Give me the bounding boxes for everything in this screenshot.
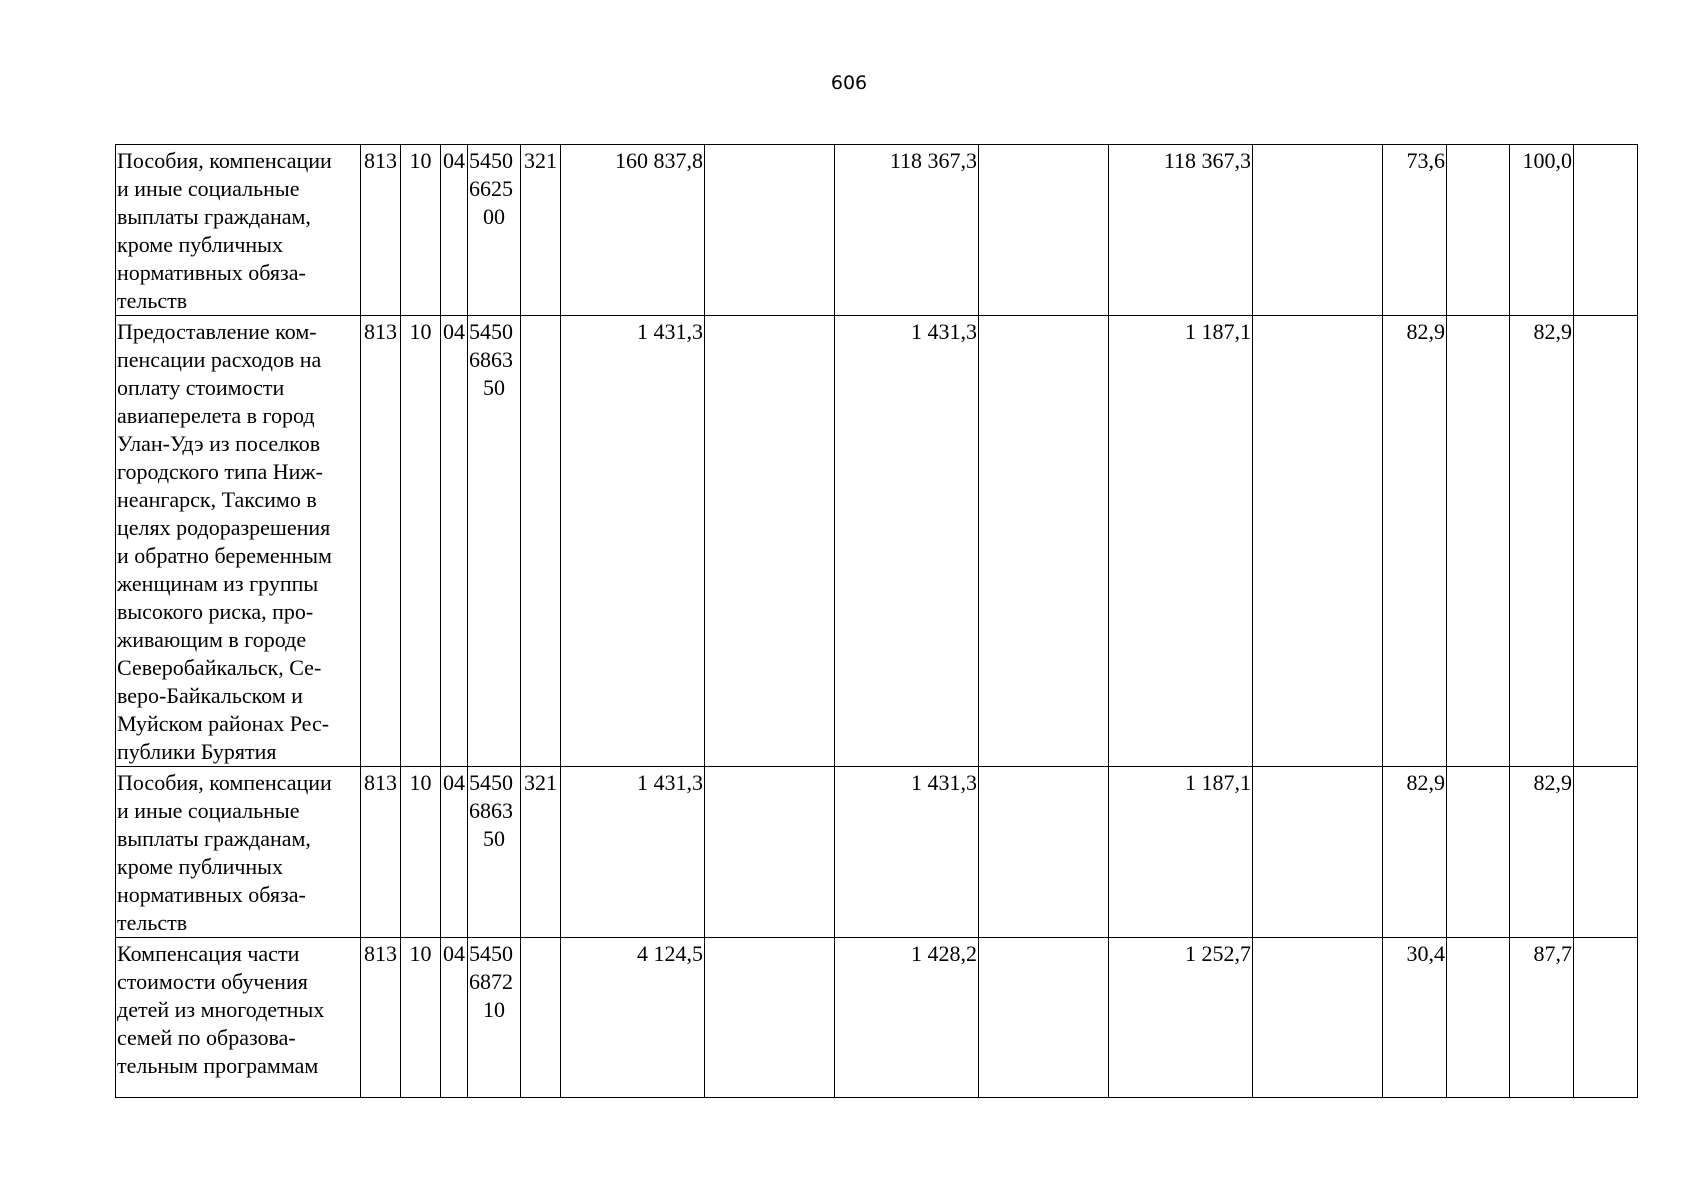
- ministry-code: 813: [361, 316, 401, 767]
- subsection-code: 04: [441, 145, 468, 316]
- section-code: 10: [401, 316, 441, 767]
- refined-amount: 1 431,3: [835, 767, 979, 938]
- percent-of-approved: 73,6: [1383, 145, 1447, 316]
- blank-cell: [1253, 767, 1383, 938]
- table-body: [116, 145, 1638, 1098]
- subsection-code: 04: [441, 316, 468, 767]
- budget-table: [115, 144, 1638, 1098]
- executed-amount: 1 252,7: [1109, 938, 1253, 1098]
- approved-amount: 1 431,3: [561, 767, 705, 938]
- expense-type-code: 321: [521, 145, 561, 316]
- blank-cell: [1447, 316, 1510, 767]
- blank-cell: [705, 767, 835, 938]
- blank-cell: [1574, 938, 1638, 1098]
- target-article-code: 5450 6863 50: [468, 316, 521, 767]
- blank-cell: [979, 767, 1109, 938]
- subsection-code: 04: [441, 938, 468, 1098]
- executed-amount: 1 187,1: [1109, 767, 1253, 938]
- section-code: 10: [401, 145, 441, 316]
- executed-amount: 1 187,1: [1109, 316, 1253, 767]
- blank-cell: [979, 316, 1109, 767]
- row-name: Пособия, компенсации и иные социальные выплаты гражданам, кроме публичных нормативных обяза- тельств: [116, 767, 361, 938]
- table-row: [116, 767, 1638, 938]
- expense-type-code: [521, 938, 561, 1098]
- percent-of-approved: 82,9: [1383, 767, 1447, 938]
- blank-cell: [1253, 145, 1383, 316]
- blank-cell: [979, 938, 1109, 1098]
- table-row: [116, 938, 1638, 1098]
- subsection-code: 04: [441, 767, 468, 938]
- ministry-code: 813: [361, 767, 401, 938]
- ministry-code: 813: [361, 938, 401, 1098]
- table-row: [116, 316, 1638, 767]
- refined-amount: 1 431,3: [835, 316, 979, 767]
- blank-cell: [1253, 938, 1383, 1098]
- expense-type-code: 321: [521, 767, 561, 938]
- page-number: 606: [830, 72, 868, 94]
- blank-cell: [705, 316, 835, 767]
- percent-of-refined: 87,7: [1510, 938, 1574, 1098]
- blank-cell: [1253, 316, 1383, 767]
- section-code: 10: [401, 767, 441, 938]
- percent-of-refined: 100,0: [1510, 145, 1574, 316]
- approved-amount: 160 837,8: [561, 145, 705, 316]
- blank-cell: [1447, 145, 1510, 316]
- blank-cell: [1574, 767, 1638, 938]
- target-article-code: 5450 6872 10: [468, 938, 521, 1098]
- blank-cell: [705, 938, 835, 1098]
- target-article-code: 5450 6863 50: [468, 767, 521, 938]
- row-name: Пособия, компенсации и иные социальные выплаты гражданам, кроме публичных нормативных обяза- тельств: [116, 145, 361, 316]
- approved-amount: 4 124,5: [561, 938, 705, 1098]
- ministry-code: 813: [361, 145, 401, 316]
- blank-cell: [1447, 767, 1510, 938]
- approved-amount: 1 431,3: [561, 316, 705, 767]
- row-name: Компенсация части стоимости обучения детей из многодетных семей по образова- тельным программам: [116, 938, 361, 1098]
- percent-of-approved: 30,4: [1383, 938, 1447, 1098]
- blank-cell: [1574, 145, 1638, 316]
- percent-of-approved: 82,9: [1383, 316, 1447, 767]
- blank-cell: [1447, 938, 1510, 1098]
- blank-cell: [1574, 316, 1638, 767]
- table-row: [116, 145, 1638, 316]
- executed-amount: 118 367,3: [1109, 145, 1253, 316]
- section-code: 10: [401, 938, 441, 1098]
- refined-amount: 1 428,2: [835, 938, 979, 1098]
- blank-cell: [979, 145, 1109, 316]
- blank-cell: [705, 145, 835, 316]
- refined-amount: 118 367,3: [835, 145, 979, 316]
- percent-of-refined: 82,9: [1510, 316, 1574, 767]
- row-name: Предоставление ком- пенсации расходов на оплату стоимости авиаперелета в город Улан-Удэ из поселков городского типа Ниж- неангарск, Таксимо в целях родоразрешения и обратно беременным женщинам из группы высокого риска, про- живающим в городе Северобайкальск, Се- веро-Байкальском и Муйском районах Рес- публики Бурятия: [116, 316, 361, 767]
- percent-of-refined: 82,9: [1510, 767, 1574, 938]
- expense-type-code: [521, 316, 561, 767]
- target-article-code: 5450 6625 00: [468, 145, 521, 316]
